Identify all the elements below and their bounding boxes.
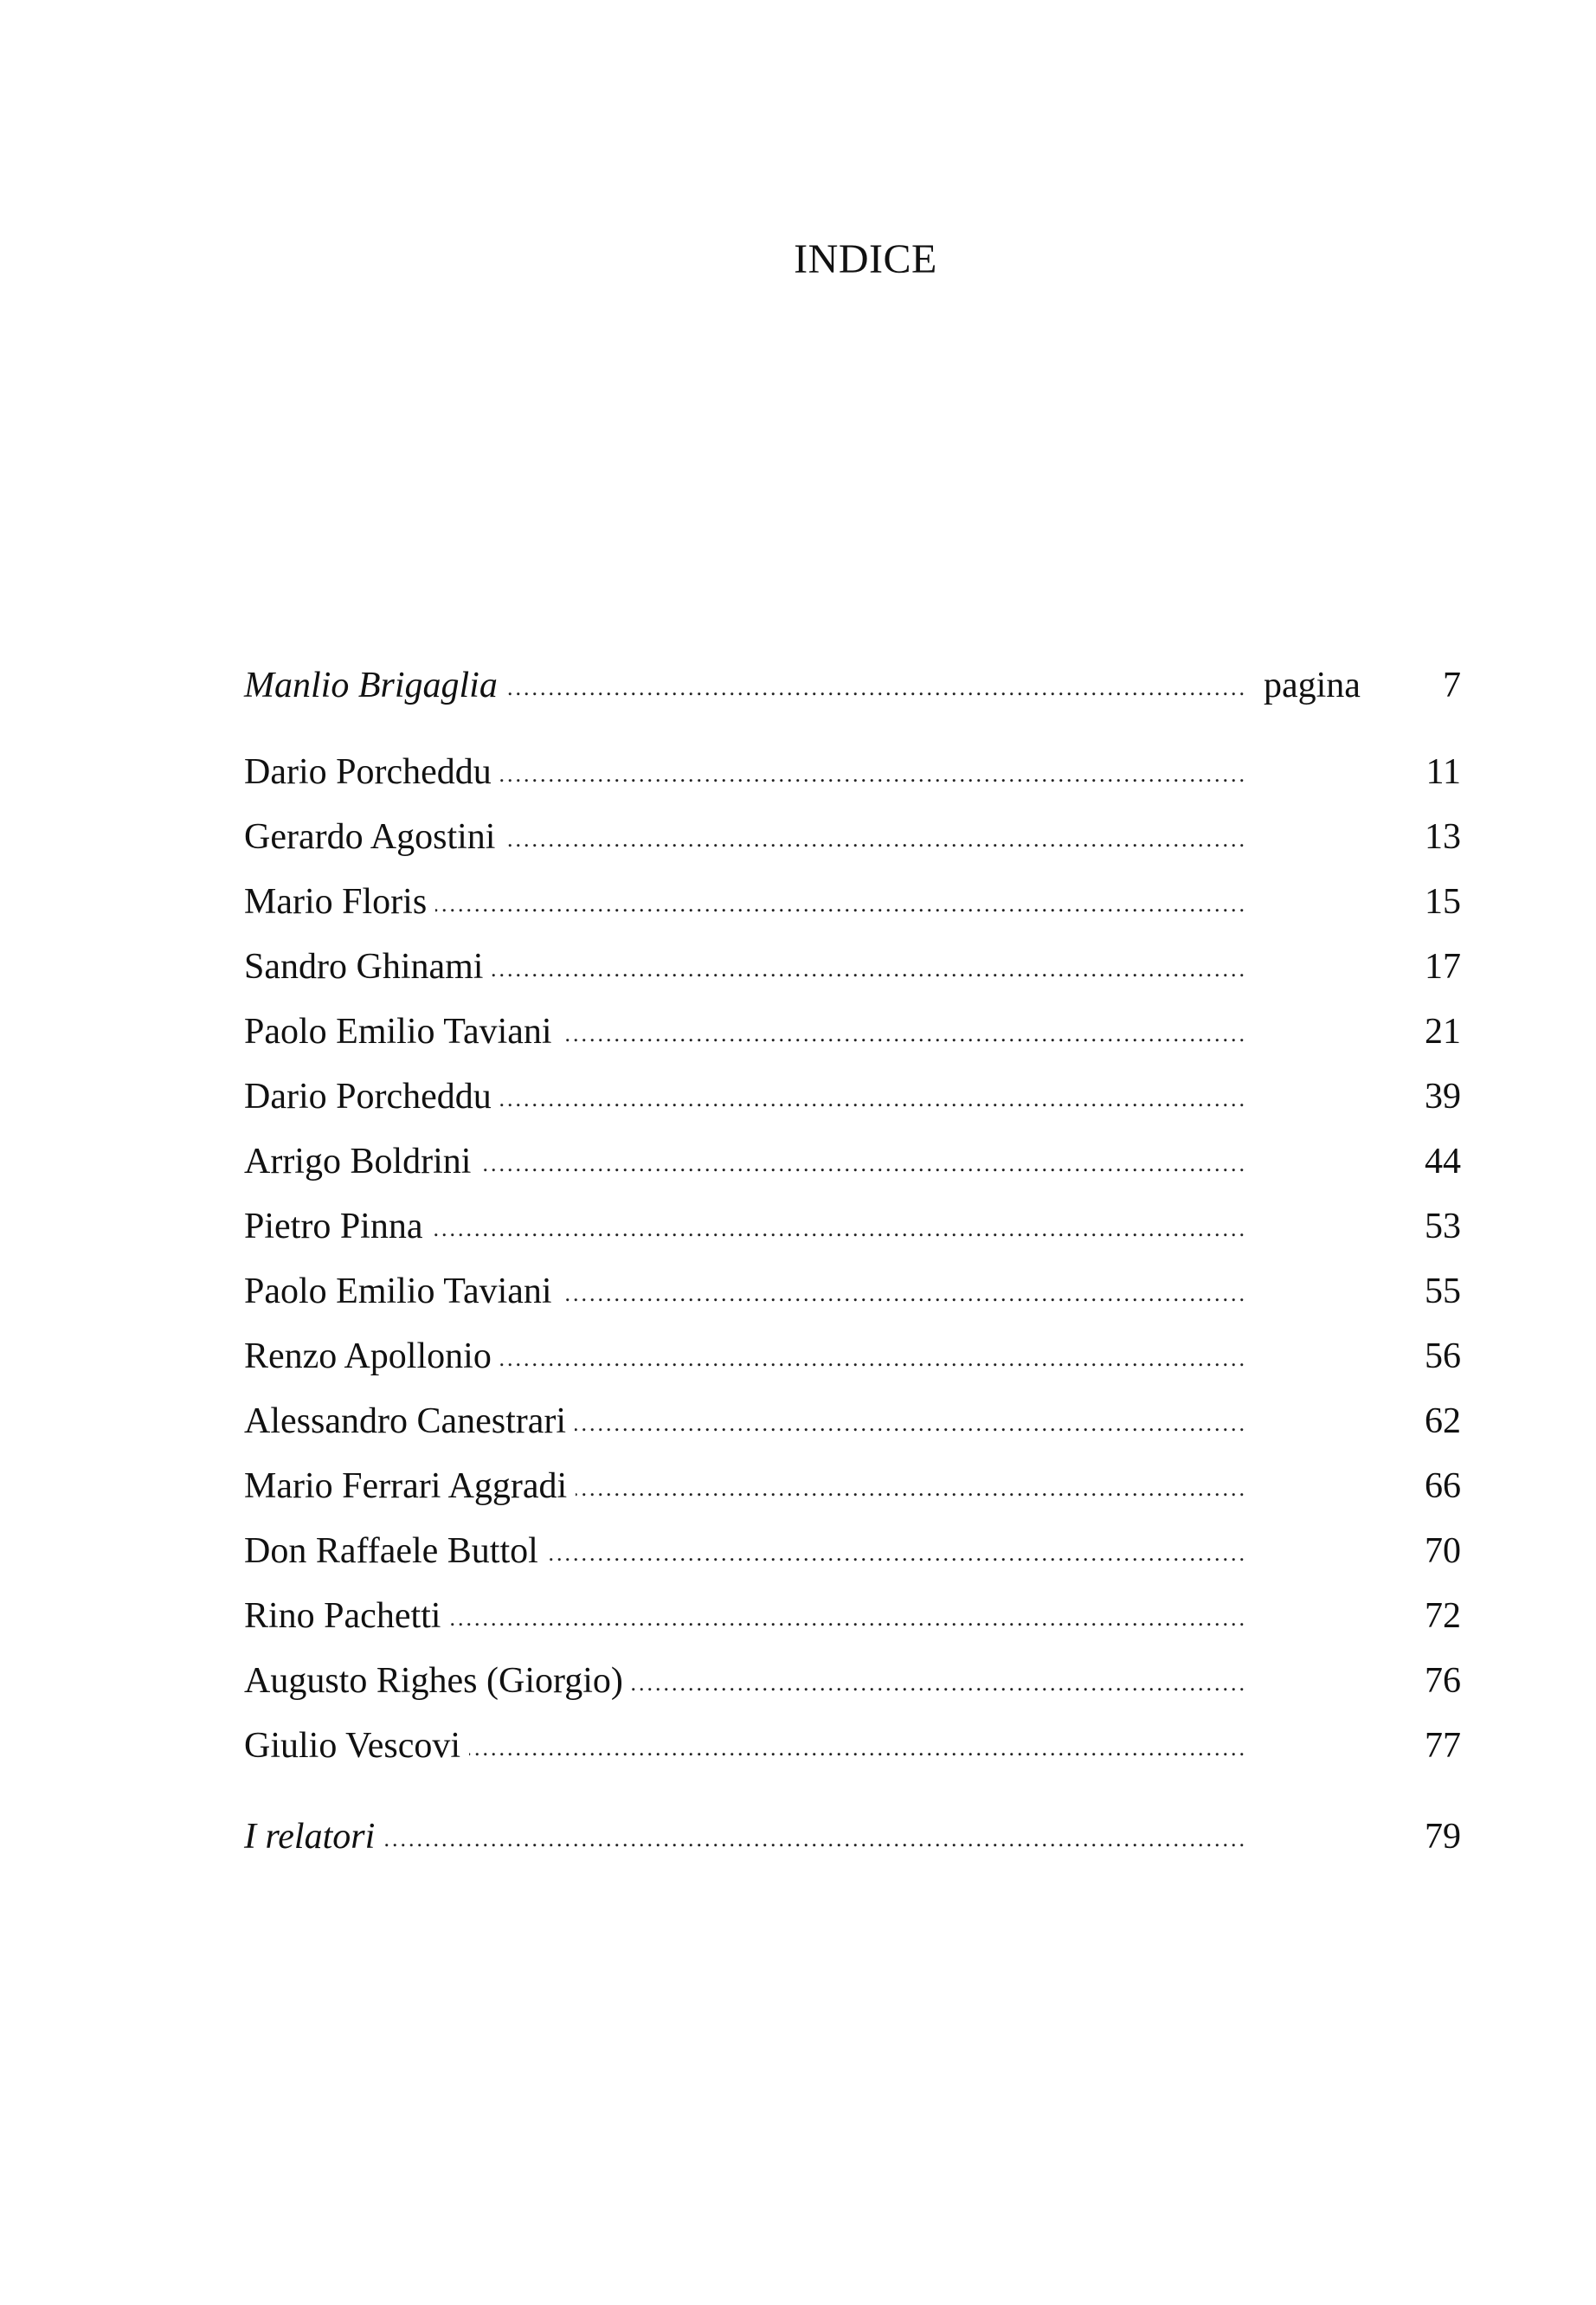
- entry-name: Paolo Emilio Taviani: [244, 1265, 561, 1317]
- toc-entry: [244, 811, 1473, 863]
- toc-entry: [244, 1201, 1473, 1252]
- toc-entry: [244, 1811, 1473, 1863]
- toc-entry: [244, 1006, 1473, 1058]
- page-number: 17: [1425, 947, 1461, 987]
- page-number: 62: [1425, 1401, 1461, 1441]
- page-number: 15: [1425, 882, 1461, 922]
- page-number: 44: [1425, 1142, 1461, 1181]
- page-title: INDICE: [794, 236, 937, 282]
- toc-entry: [244, 1395, 1473, 1447]
- page-number: 56: [1425, 1336, 1461, 1376]
- page-number: 77: [1425, 1726, 1461, 1766]
- entry-name: Rino Pachetti: [244, 1590, 449, 1642]
- toc-entry: [244, 1136, 1473, 1188]
- entry-name: Giulio Vescovi: [244, 1720, 469, 1772]
- entry-name: Gerardo Agostini: [244, 811, 504, 863]
- entry-name: Paolo Emilio Taviani: [244, 1006, 561, 1058]
- toc-entry: [244, 1460, 1473, 1512]
- dot-leader: [244, 1811, 1246, 1863]
- page-number: 39: [1425, 1077, 1461, 1117]
- toc-entry: [244, 1330, 1473, 1382]
- page-number: 55: [1425, 1272, 1461, 1311]
- page-number: 70: [1425, 1531, 1461, 1571]
- entry-name: Mario Floris: [244, 876, 435, 928]
- entry-name: Don Raffaele Buttol: [244, 1525, 547, 1577]
- toc-entry: [244, 1071, 1473, 1123]
- entry-name: Renzo Apollonio: [244, 1330, 500, 1382]
- toc-entry: [244, 1590, 1473, 1642]
- page-number: 76: [1425, 1661, 1461, 1701]
- entry-name: Dario Porcheddu: [244, 1071, 500, 1123]
- page-number: 7: [1443, 666, 1461, 705]
- entry-name: Pietro Pinna: [244, 1201, 432, 1252]
- page-number: 11: [1425, 752, 1461, 792]
- page-label: pagina: [1264, 666, 1361, 705]
- toc-entry: [244, 660, 1473, 711]
- toc-entry: [244, 1265, 1473, 1317]
- entry-name: Arrigo Boldrini: [244, 1136, 479, 1188]
- page-number: 72: [1425, 1596, 1461, 1636]
- toc-entry: [244, 1655, 1473, 1707]
- entry-name: Sandro Ghinami: [244, 941, 492, 993]
- toc-entry: [244, 876, 1473, 928]
- page-number: 79: [1425, 1817, 1461, 1857]
- entry-name: Dario Porcheddu: [244, 746, 500, 798]
- entry-name: Manlio Brigaglia: [244, 660, 506, 711]
- page-number: 21: [1425, 1012, 1461, 1052]
- entry-name: Mario Ferrari Aggradi: [244, 1460, 576, 1512]
- entry-name: Augusto Righes (Giorgio): [244, 1655, 632, 1707]
- toc-entry: [244, 941, 1473, 993]
- entry-name: Alessandro Canestrari: [244, 1395, 575, 1447]
- page-number: 13: [1425, 817, 1461, 857]
- toc-entry: [244, 1720, 1473, 1772]
- toc-entry: [244, 1525, 1473, 1577]
- page-number: 66: [1425, 1466, 1461, 1506]
- page-number: 53: [1425, 1207, 1461, 1246]
- entry-name: I relatori: [244, 1811, 383, 1863]
- toc-entry: [244, 746, 1473, 798]
